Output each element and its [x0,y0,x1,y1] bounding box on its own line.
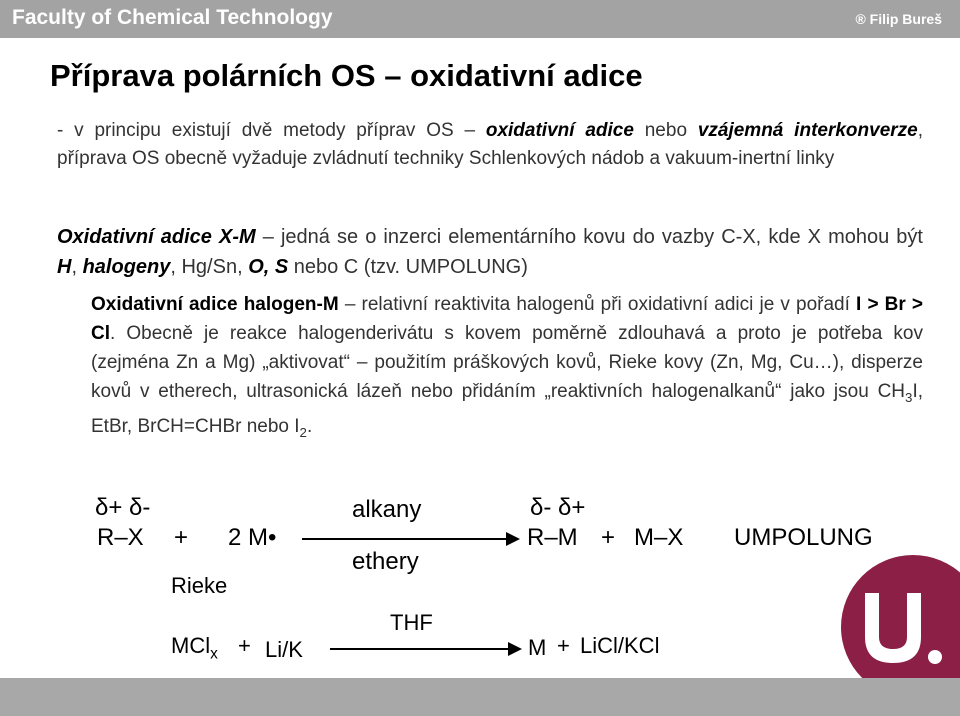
reaction-arrow [330,648,520,650]
paragraph-oxidative-addition: Oxidativní adice X-M – jedná se o inzerci elementárního kovu do vazby C-X, kde X mohou být H, halogeny, Hg/Sn, O, S nebo C (tzv. UMPOLUNG) [57,226,923,278]
reaction-arrow [302,538,518,540]
umpolung-label: UMPOLUNG [734,524,873,551]
solvent-above-arrow: alkany [352,496,422,523]
paragraph-methods: - v principu existují dvě metody příprav OS – oxidativní adice nebo vzájemná interkonverze, příprava OS obecně vyžaduje zvládnutí techniky Schlenkových nádob a vakuum-inertní linky [57,120,924,169]
paragraph-halogen-reactivity: Oxidativní adice halogen-M – relativní reaktivita halogenů při oxidativní adici je v pořadí I > Br > Cl. Obecně je reakce halogenderivátu s kovem poměrně zdlouhavá a proto je potřeba kov (zejména Zn a Mg) „aktivovat“ – použitím práškových kovů, Rieke kovy (Zn, Mg, Cu…), disperze kovů v etherech, ultrasonická lázeň nebo přidáním „reaktivních halogenalkanů“ jako jsou $CH_3I$, EtBr, BrCH=CHBr nebo $I_2$. [91,294,923,440]
plus-sign: + [601,524,616,551]
plus-sign: + [557,633,570,658]
reactant-li-k: Li/K [265,637,303,662]
partial-charges-right: δ- δ+ [530,494,586,521]
product-rm: R–M [527,524,578,551]
partial-charges-left: δ+ δ- [95,494,151,521]
plus-sign: + [238,633,251,658]
reactant-mclx: MCl$_x$ [171,633,218,663]
solvent-above-arrow: THF [390,610,433,635]
product-m: M [528,635,547,660]
header-bar [0,0,960,38]
reaction-scheme [0,480,960,680]
plus-sign: + [174,524,189,551]
solvent-below-arrow: ethery [352,548,419,575]
footer-bar [0,678,960,716]
reactant-rx: R–X [97,524,144,551]
author-credit: ® Filip Bureš [855,11,942,27]
slide-title: Příprava polárních OS – oxidativní adice [50,58,643,93]
university-logo-icon [825,545,960,685]
reactant-metal: 2 M• [228,524,277,551]
product-mx: M–X [634,524,684,551]
product-licl-kcl: LiCl/KCl [580,633,660,658]
rieke-label: Rieke [171,573,228,598]
faculty-name: Faculty of Chemical Technology [12,6,333,29]
